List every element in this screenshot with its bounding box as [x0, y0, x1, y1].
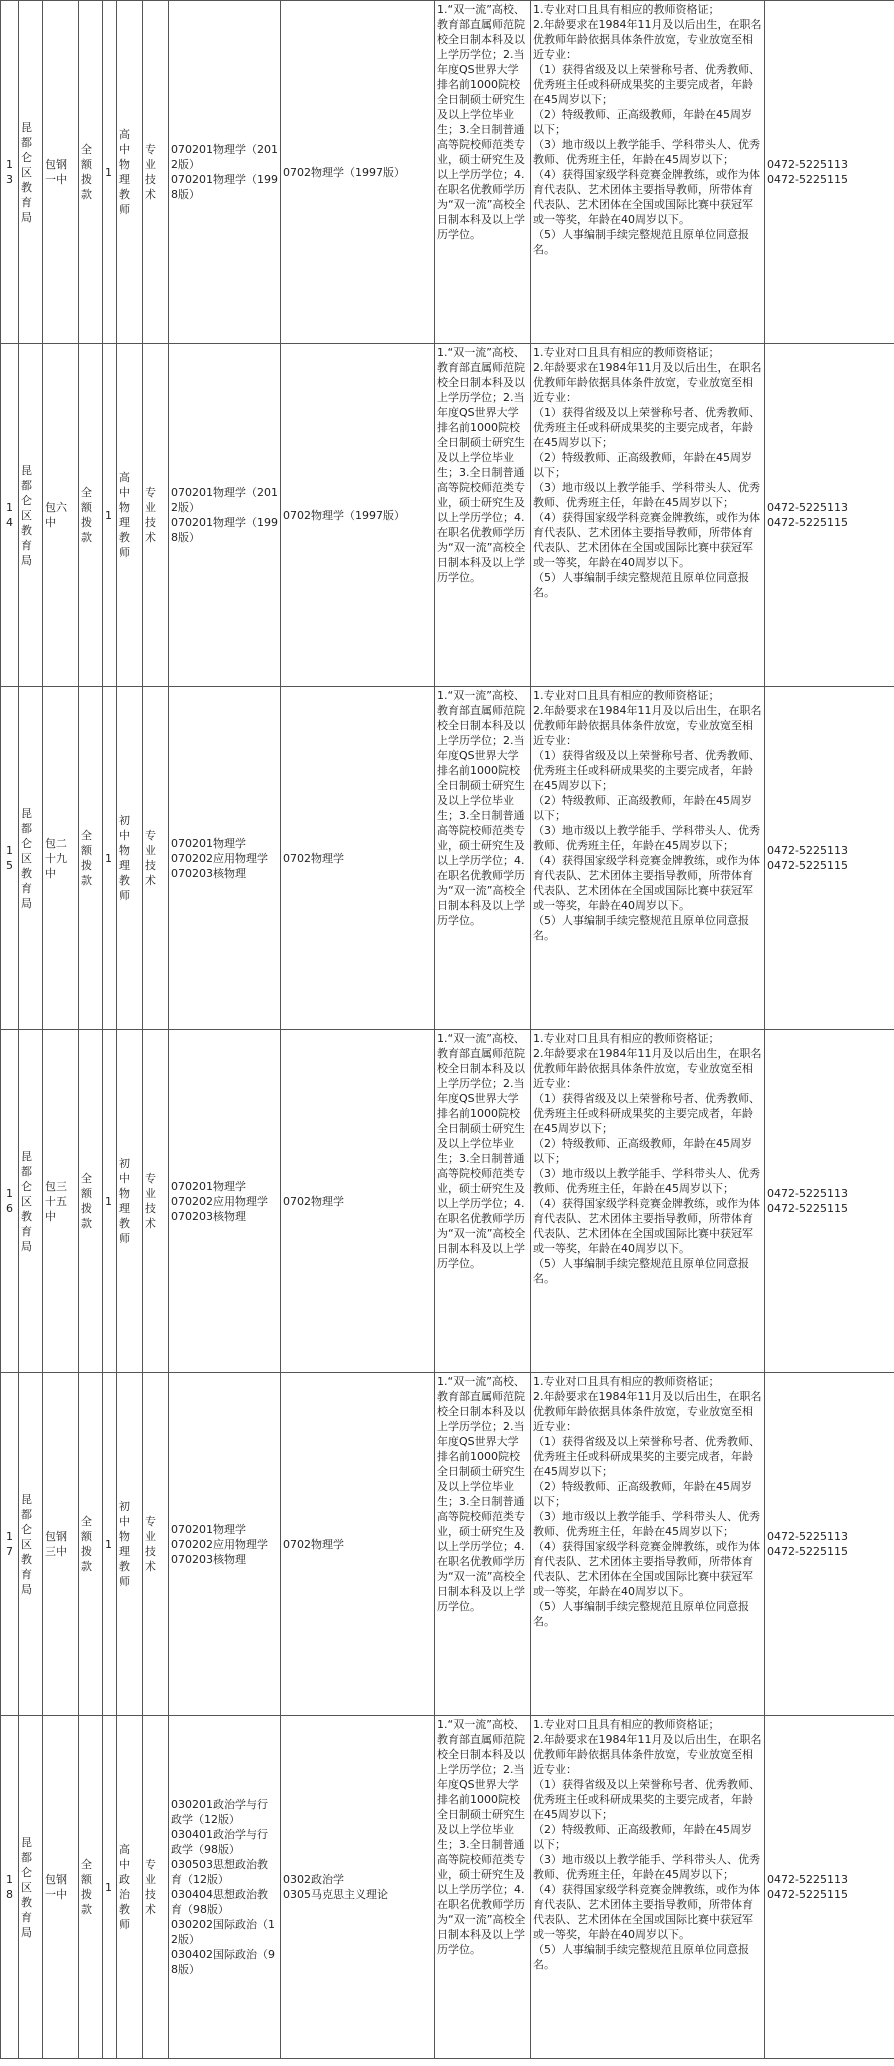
- requirement-line: （3）地市级以上教学能手、学科带头人、优秀教师、优秀班主任，年龄在45周岁以下；: [533, 1510, 760, 1538]
- table-row: [1, 344, 894, 687]
- cell-unit: 昆都仑区教育局: [19, 1716, 43, 2059]
- cell-number: 17: [1, 1373, 19, 1716]
- cell-post-type: 专业技术: [143, 687, 169, 1030]
- cell-major-undergrad: 070201物理学 070202应用物理学 070203核物理: [169, 1373, 281, 1716]
- cell-education: 1.“双一流”高校、教育部直属师范院校全日制本科及以上学历学位；2.当年度QS世界大学排名前1000院校全日制硕士研究生及以上学位毕业生；3.全日制普通高等院校师范类专业，硕士研究生及以上学历学位；4.在职名优教师学历为“双一流”高校全日制本科及以上学历学位。: [435, 344, 531, 687]
- requirement-line: （2）特级教师、正高级教师，年龄在45周岁以下；: [533, 451, 752, 479]
- cell-school: 包钢一中: [43, 1716, 79, 2059]
- cell-school: 包二十九中: [43, 687, 79, 1030]
- table-row: [1, 687, 894, 1030]
- cell-school: 包钢一中: [43, 1, 79, 344]
- cell-post-type: 专业技术: [143, 1, 169, 344]
- table-row: [1, 1373, 894, 1716]
- cell-requirements: [531, 1716, 765, 2059]
- cell-number: 16: [1, 1030, 19, 1373]
- cell-count: 1: [103, 344, 117, 687]
- cell-requirements: [531, 1, 765, 344]
- cell-major-graduate: 0702物理学: [281, 687, 435, 1030]
- cell-post-type: 专业技术: [143, 1373, 169, 1716]
- cell-position: 初中物理教师: [117, 687, 143, 1030]
- requirement-line: 2.年龄要求在1984年11月及以后出生，在职名优教师年龄依据具体条件放宽，专业放宽至相近专业：: [533, 1047, 762, 1090]
- cell-major-graduate: 0302政治学 0305马克思主义理论: [281, 1716, 435, 2059]
- cell-education: 1.“双一流”高校、教育部直属师范院校全日制本科及以上学历学位；2.当年度QS世界大学排名前1000院校全日制硕士研究生及以上学位毕业生；3.全日制普通高等院校师范类专业，硕士研究生及以上学历学位；4.在职名优教师学历为“双一流”高校全日制本科及以上学历学位。: [435, 1, 531, 344]
- cell-funding: 全额拨款: [79, 344, 103, 687]
- requirement-line: 2.年龄要求在1984年11月及以后出生，在职名优教师年龄依据具体条件放宽，专业放宽至相近专业：: [533, 704, 762, 747]
- cell-funding: 全额拨款: [79, 1, 103, 344]
- cell-phone: 0472-5225113 0472-5225115: [765, 1716, 894, 2059]
- cell-unit: 昆都仑区教育局: [19, 1373, 43, 1716]
- requirement-line: 1.专业对口且具有相应的教师资格证；: [533, 689, 720, 702]
- cell-count: 1: [103, 1, 117, 344]
- requirement-line: （5）人事编制手续完整规范且原单位同意报名。: [533, 1257, 749, 1285]
- cell-number: 13: [1, 1, 19, 344]
- cell-phone: 0472-5225113 0472-5225115: [765, 344, 894, 687]
- requirement-line: 2.年龄要求在1984年11月及以后出生，在职名优教师年龄依据具体条件放宽，专业放宽至相近专业：: [533, 18, 762, 61]
- requirement-line: （3）地市级以上教学能手、学科带头人、优秀教师、优秀班主任，年龄在45周岁以下；: [533, 1167, 760, 1195]
- cell-unit: 昆都仑区教育局: [19, 1030, 43, 1373]
- requirement-line: （5）人事编制手续完整规范且原单位同意报名。: [533, 1600, 749, 1628]
- requirement-line: （5）人事编制手续完整规范且原单位同意报名。: [533, 571, 749, 599]
- requirement-line: （5）人事编制手续完整规范且原单位同意报名。: [533, 1943, 749, 1971]
- cell-school: 包六中: [43, 344, 79, 687]
- cell-education: 1.“双一流”高校、教育部直属师范院校全日制本科及以上学历学位；2.当年度QS世界大学排名前1000院校全日制硕士研究生及以上学位毕业生；3.全日制普通高等院校师范类专业，硕士研究生及以上学历学位；4.在职名优教师学历为“双一流”高校全日制本科及以上学历学位。: [435, 1030, 531, 1373]
- cell-position: 初中物理教师: [117, 1030, 143, 1373]
- cell-unit: 昆都仑区教育局: [19, 1, 43, 344]
- cell-education: 1.“双一流”高校、教育部直属师范院校全日制本科及以上学历学位；2.当年度QS世界大学排名前1000院校全日制硕士研究生及以上学位毕业生；3.全日制普通高等院校师范类专业，硕士研究生及以上学历学位；4.在职名优教师学历为“双一流”高校全日制本科及以上学历学位。: [435, 1716, 531, 2059]
- cell-post-type: 专业技术: [143, 1030, 169, 1373]
- cell-requirements: [531, 1030, 765, 1373]
- cell-count: 1: [103, 1716, 117, 2059]
- cell-requirements: [531, 1373, 765, 1716]
- requirement-line: 2.年龄要求在1984年11月及以后出生，在职名优教师年龄依据具体条件放宽，专业放宽至相近专业：: [533, 361, 762, 404]
- requirement-line: （4）获得国家级学科竞赛金牌教练，或作为体育代表队、艺术团体主要指导教师，所带体育代表队、艺术团体在全国或国际比赛中获冠军或一等奖，年龄在40周岁以下。: [533, 1540, 760, 1598]
- cell-major-undergrad: 070201物理学（2012版） 070201物理学（1998版）: [169, 344, 281, 687]
- cell-major-graduate: 0702物理学: [281, 1373, 435, 1716]
- requirement-line: （3）地市级以上教学能手、学科带头人、优秀教师、优秀班主任，年龄在45周岁以下；: [533, 138, 760, 166]
- cell-unit: 昆都仑区教育局: [19, 344, 43, 687]
- cell-position: 高中政治教师: [117, 1716, 143, 2059]
- cell-major-undergrad: 070201物理学 070202应用物理学 070203核物理: [169, 687, 281, 1030]
- cell-post-type: 专业技术: [143, 344, 169, 687]
- cell-number: 18: [1, 1716, 19, 2059]
- cell-count: 1: [103, 1373, 117, 1716]
- cell-education: 1.“双一流”高校、教育部直属师范院校全日制本科及以上学历学位；2.当年度QS世界大学排名前1000院校全日制硕士研究生及以上学位毕业生；3.全日制普通高等院校师范类专业，硕士研究生及以上学历学位；4.在职名优教师学历为“双一流”高校全日制本科及以上学历学位。: [435, 687, 531, 1030]
- cell-number: 15: [1, 687, 19, 1030]
- requirement-line: （5）人事编制手续完整规范且原单位同意报名。: [533, 914, 749, 942]
- cell-major-undergrad: 030201政治学与行政学（12版） 030401政治学与行政学（98版） 030503思想政治教育（12版） 030404思想政治教育（98版） 030202国际政治（12版） 030402国际政治（98版）: [169, 1716, 281, 2059]
- cell-requirements: [531, 687, 765, 1030]
- requirement-line: （4）获得国家级学科竞赛金牌教练，或作为体育代表队、艺术团体主要指导教师，所带体育代表队、艺术团体在全国或国际比赛中获冠军或一等奖，年龄在40周岁以下。: [533, 511, 760, 569]
- cell-education: 1.“双一流”高校、教育部直属师范院校全日制本科及以上学历学位；2.当年度QS世界大学排名前1000院校全日制硕士研究生及以上学位毕业生；3.全日制普通高等院校师范类专业，硕士研究生及以上学历学位；4.在职名优教师学历为“双一流”高校全日制本科及以上学历学位。: [435, 1373, 531, 1716]
- requirement-line: （1）获得省级及以上荣誉称号者、优秀教师、优秀班主任或科研成果奖的主要完成者，年龄在45周岁以下；: [533, 1435, 760, 1478]
- requirement-line: （3）地市级以上教学能手、学科带头人、优秀教师、优秀班主任，年龄在45周岁以下；: [533, 1853, 760, 1881]
- cell-major-graduate: 0702物理学: [281, 1030, 435, 1373]
- cell-position: 高中物理教师: [117, 1, 143, 344]
- cell-count: 1: [103, 687, 117, 1030]
- requirement-line: （4）获得国家级学科竞赛金牌教练，或作为体育代表队、艺术团体主要指导教师，所带体育代表队、艺术团体在全国或国际比赛中获冠军或一等奖，年龄在40周岁以下。: [533, 854, 760, 912]
- cell-requirements: [531, 344, 765, 687]
- requirement-line: （2）特级教师、正高级教师，年龄在45周岁以下；: [533, 794, 752, 822]
- cell-number: 14: [1, 344, 19, 687]
- cell-phone: 0472-5225113 0472-5225115: [765, 1030, 894, 1373]
- requirement-line: （2）特级教师、正高级教师，年龄在45周岁以下；: [533, 108, 752, 136]
- table-row: [1, 1030, 894, 1373]
- requirement-line: （1）获得省级及以上荣誉称号者、优秀教师、优秀班主任或科研成果奖的主要完成者，年龄在45周岁以下；: [533, 1092, 760, 1135]
- requirement-line: （2）特级教师、正高级教师，年龄在45周岁以下；: [533, 1137, 752, 1165]
- requirement-line: （3）地市级以上教学能手、学科带头人、优秀教师、优秀班主任，年龄在45周岁以下；: [533, 824, 760, 852]
- requirement-line: （5）人事编制手续完整规范且原单位同意报名。: [533, 228, 749, 256]
- cell-phone: 0472-5225113 0472-5225115: [765, 1373, 894, 1716]
- requirement-line: （1）获得省级及以上荣誉称号者、优秀教师、优秀班主任或科研成果奖的主要完成者，年龄在45周岁以下；: [533, 63, 760, 106]
- cell-major-graduate: 0702物理学（1997版）: [281, 1, 435, 344]
- requirement-line: （4）获得国家级学科竞赛金牌教练，或作为体育代表队、艺术团体主要指导教师，所带体育代表队、艺术团体在全国或国际比赛中获冠军或一等奖，年龄在40周岁以下。: [533, 168, 760, 226]
- cell-phone: 0472-5225113 0472-5225115: [765, 687, 894, 1030]
- requirement-line: 2.年龄要求在1984年11月及以后出生，在职名优教师年龄依据具体条件放宽，专业放宽至相近专业：: [533, 1390, 762, 1433]
- cell-funding: 全额拨款: [79, 1373, 103, 1716]
- requirement-line: 1.专业对口且具有相应的教师资格证；: [533, 1375, 720, 1388]
- cell-funding: 全额拨款: [79, 687, 103, 1030]
- requirement-line: （2）特级教师、正高级教师，年龄在45周岁以下；: [533, 1823, 752, 1851]
- table-row: [1, 1716, 894, 2059]
- cell-major-graduate: 0702物理学（1997版）: [281, 344, 435, 687]
- cell-funding: 全额拨款: [79, 1030, 103, 1373]
- requirement-line: 1.专业对口且具有相应的教师资格证；: [533, 3, 720, 16]
- table-body: [1, 1, 894, 2059]
- cell-phone: 0472-5225113 0472-5225115: [765, 1, 894, 344]
- requirement-line: （1）获得省级及以上荣誉称号者、优秀教师、优秀班主任或科研成果奖的主要完成者，年龄在45周岁以下；: [533, 749, 760, 792]
- cell-unit: 昆都仑区教育局: [19, 687, 43, 1030]
- cell-position: 高中物理教师: [117, 344, 143, 687]
- cell-school: 包三十五中: [43, 1030, 79, 1373]
- requirement-line: 2.年龄要求在1984年11月及以后出生，在职名优教师年龄依据具体条件放宽，专业放宽至相近专业：: [533, 1733, 762, 1776]
- requirement-line: 1.专业对口且具有相应的教师资格证；: [533, 346, 720, 359]
- cell-post-type: 专业技术: [143, 1716, 169, 2059]
- requirement-line: （4）获得国家级学科竞赛金牌教练，或作为体育代表队、艺术团体主要指导教师，所带体育代表队、艺术团体在全国或国际比赛中获冠军或一等奖，年龄在40周岁以下。: [533, 1197, 760, 1255]
- cell-school: 包钢三中: [43, 1373, 79, 1716]
- requirement-line: （1）获得省级及以上荣誉称号者、优秀教师、优秀班主任或科研成果奖的主要完成者，年龄在45周岁以下；: [533, 1778, 760, 1821]
- cell-position: 初中物理教师: [117, 1373, 143, 1716]
- requirement-line: （4）获得国家级学科竞赛金牌教练，或作为体育代表队、艺术团体主要指导教师，所带体育代表队、艺术团体在全国或国际比赛中获冠军或一等奖，年龄在40周岁以下。: [533, 1883, 760, 1941]
- cell-major-undergrad: 070201物理学（2012版） 070201物理学（1998版）: [169, 1, 281, 344]
- cell-count: 1: [103, 1030, 117, 1373]
- requirement-line: （2）特级教师、正高级教师，年龄在45周岁以下；: [533, 1480, 752, 1508]
- requirement-line: （1）获得省级及以上荣誉称号者、优秀教师、优秀班主任或科研成果奖的主要完成者，年龄在45周岁以下；: [533, 406, 760, 449]
- requirement-line: （3）地市级以上教学能手、学科带头人、优秀教师、优秀班主任，年龄在45周岁以下；: [533, 481, 760, 509]
- requirement-line: 1.专业对口且具有相应的教师资格证；: [533, 1032, 720, 1045]
- table-row: [1, 1, 894, 344]
- cell-funding: 全额拨款: [79, 1716, 103, 2059]
- cell-major-undergrad: 070201物理学 070202应用物理学 070203核物理: [169, 1030, 281, 1373]
- requirement-line: 1.专业对口且具有相应的教师资格证；: [533, 1718, 720, 1731]
